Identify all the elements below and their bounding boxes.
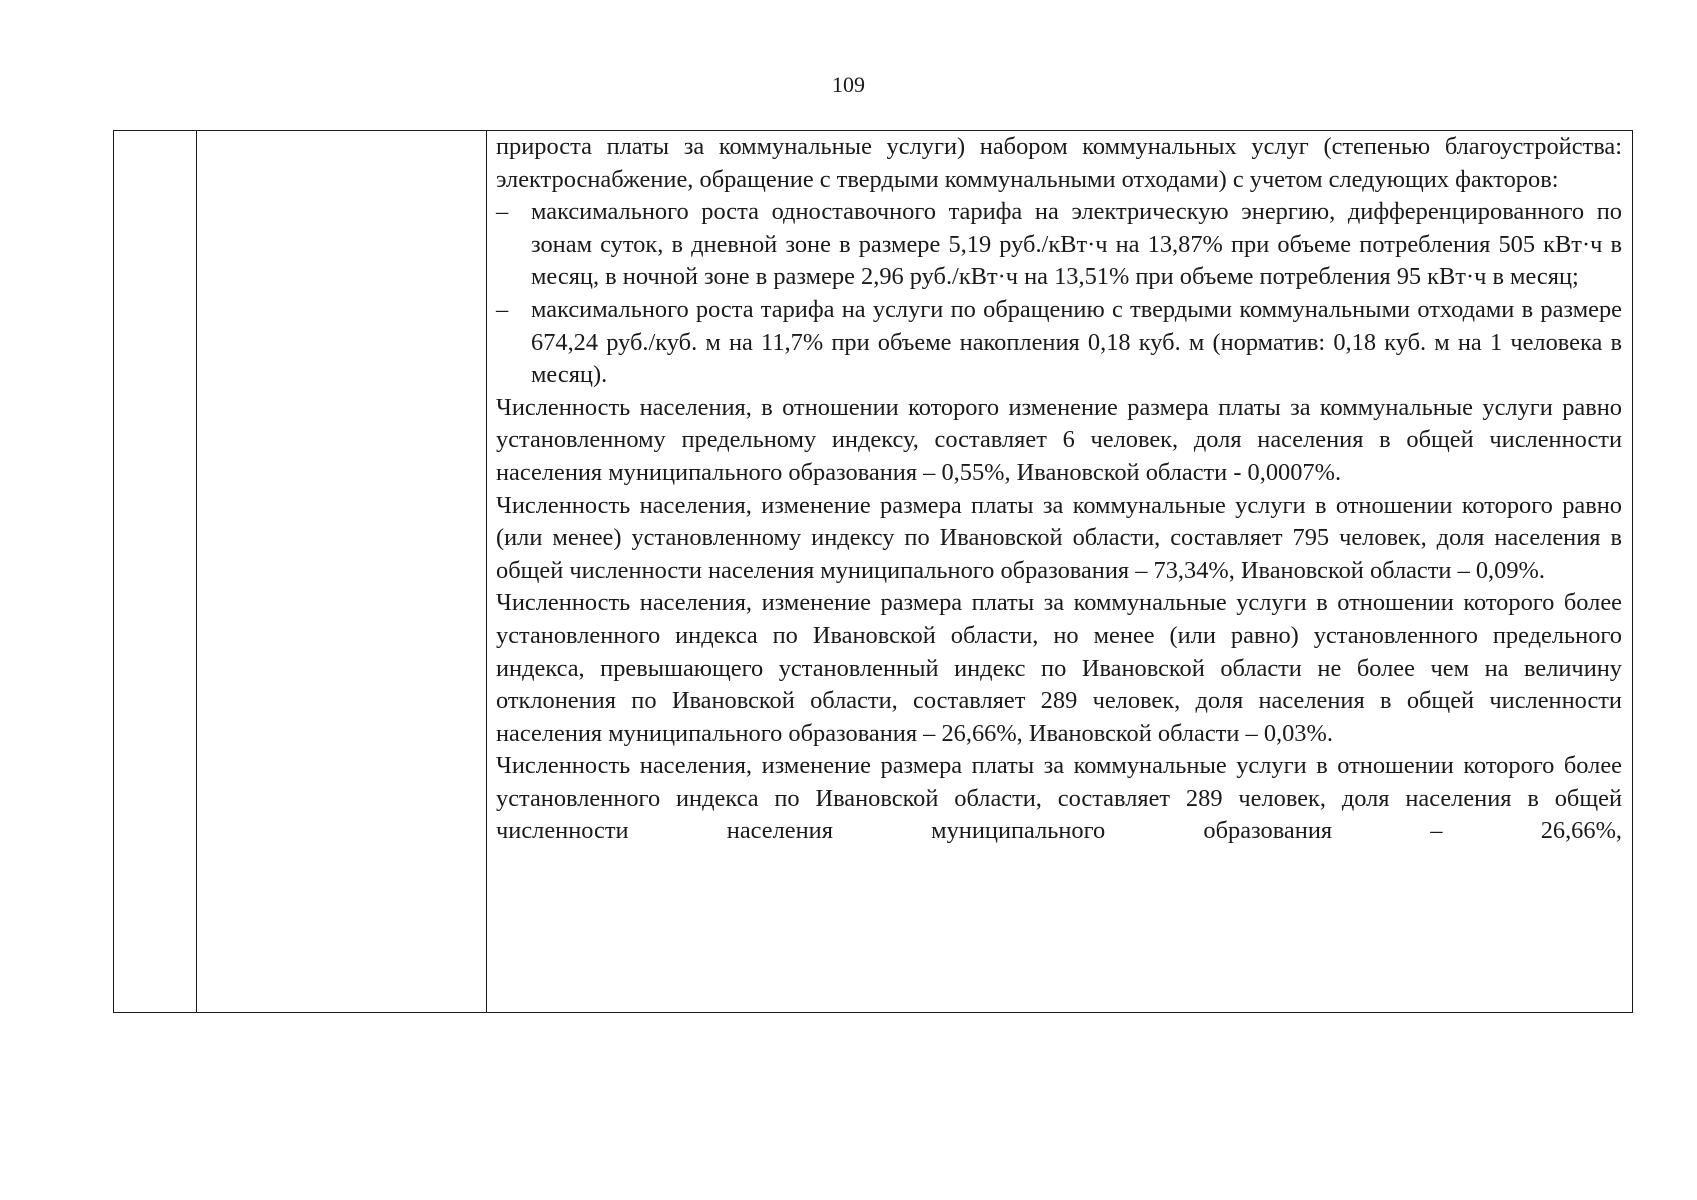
page-number: 109	[832, 72, 865, 97]
population-paragraph: Численность населения, изменение размера платы за коммунальные услуги в отношении которого более установленного индекса по Ивановской области, но менее (или равно) установленного предельного индекса, превышающего установленный индекс по Ивановской области не более чем на величину отклонения по Ивановской области, составляет 289 человек, доля населения в общей численности населения муниципального образования – 26,66%, Ивановской области – 0,03%.	[496, 589, 1622, 747]
list-item-text: максимального роста одноставочного тарифа на электрическую энергию, дифференцированного по зонам суток, в дневной зоне в размере 5,19 руб./кВт·ч на 13,87% при объеме потребления 505 кВт·ч в месяц, в ночной зоне в размере 2,96 руб./кВт·ч на 13,51% при объеме потребления 95 кВт·ч в месяц;	[531, 198, 1622, 291]
list-item-text: максимального роста тарифа на услуги по обращению с твердыми коммунальными отходами в размере 674,24 руб./куб. м на 11,7% при объеме накопления 0,18 куб. м (норматив: 0,18 куб. м на 1 человека в месяц).	[531, 295, 1622, 389]
table-cell-number	[114, 131, 197, 1012]
document-table	[113, 130, 1633, 1013]
population-paragraph: Численность населения, изменение размера платы за коммунальные услуги в отношении которого более установленного индекса по Ивановской области, составляет 289 человек, доля населения в общей численности населения муниципального образования – 26,66%,	[496, 752, 1622, 845]
list-item	[496, 294, 1622, 392]
table-cell-content	[487, 131, 1632, 1012]
table-cell-title	[197, 131, 487, 1012]
bullet-dash: –	[496, 295, 509, 323]
list-item	[496, 196, 1622, 294]
population-paragraph: Численность населения, в отношении которого изменение размера платы за коммунальные услуги равно установленному предельному индексу, составляет 6 человек, доля населения в общей численности населения муниципального образования – 0,55%, Ивановской области - 0,0007%.	[496, 393, 1622, 486]
population-paragraph: Численность населения, изменение размера платы за коммунальные услуги в отношении которого равно (или менее) установленному индексу по Ивановской области, составляет 795 человек, доля населения в общей численности населения муниципального образования – 73,34%, Ивановской области – 0,09%.	[496, 491, 1622, 584]
intro-paragraph: прироста платы за коммунальные услуги) набором коммунальных услуг (степенью благоустройства: электроснабжение, обращение с твердыми коммунальными отходами) с учетом следующих факторов:	[496, 133, 1622, 193]
bullet-dash: –	[496, 198, 509, 226]
